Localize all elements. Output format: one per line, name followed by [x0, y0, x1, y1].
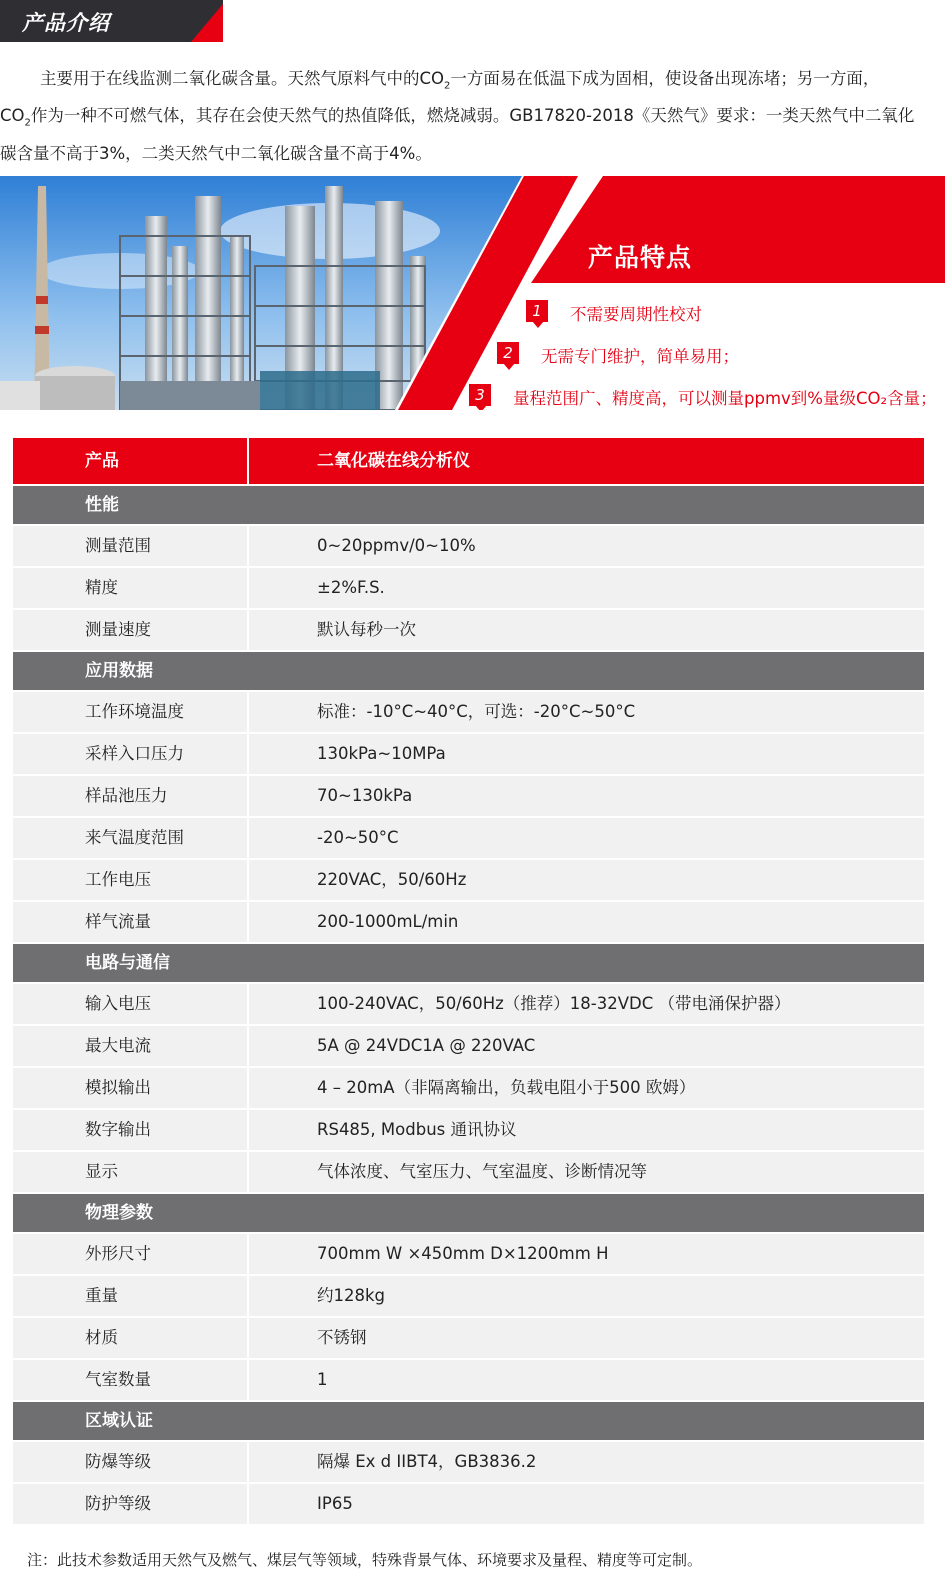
- row-label: 显示: [13, 1152, 247, 1192]
- features-banner: [0, 176, 945, 410]
- intro-title: 产品介绍: [22, 11, 110, 35]
- row-value: IP65: [249, 1484, 924, 1524]
- feature-number-badge: 3: [469, 384, 491, 410]
- section-row-certification: [13, 1402, 924, 1440]
- row-label: 防护等级: [13, 1484, 247, 1524]
- row-value: -20~50°C: [249, 818, 924, 858]
- table-row: [13, 776, 924, 816]
- table-row: [13, 568, 924, 608]
- table-row: [13, 734, 924, 774]
- section-title: 电路与通信: [13, 944, 924, 982]
- intro-header: [0, 0, 223, 42]
- feature-number-badge: 2: [497, 342, 519, 368]
- section-title: 性能: [13, 486, 924, 524]
- header-product-label: 产品: [13, 438, 247, 484]
- row-label: 材质: [13, 1318, 247, 1358]
- footnote: 注：此技术参数适用天然气及燃气、煤层气等领域，特殊背景气体、环境要求及量程、精度等可定制。: [27, 1551, 703, 1569]
- header-accent: [191, 0, 223, 42]
- row-value: 0~20ppmv/0~10%: [249, 526, 924, 566]
- table-row: [13, 1276, 924, 1316]
- table-row: [13, 860, 924, 900]
- table-row: [13, 610, 924, 650]
- row-value: 70~130kPa: [249, 776, 924, 816]
- intro-text-1b: 一方面易在低温下成为固相，使设备出现冻堵；另一方面，: [450, 69, 880, 88]
- row-value: 默认每秒一次: [249, 610, 924, 650]
- table-row: [13, 1484, 924, 1524]
- row-value: 气体浓度、气室压力、气室温度、诊断情况等: [249, 1152, 924, 1192]
- section-title: 区域认证: [13, 1402, 924, 1440]
- row-value: ±2%F.S.: [249, 568, 924, 608]
- row-label: 输入电压: [13, 984, 247, 1024]
- intro-text-1: 主要用于在线监测二氧化碳含量。天然气原料气中的CO: [40, 69, 445, 88]
- intro-text-3: 碳含量不高于3%，二类天然气中二氧化碳含量不高于4%。: [0, 143, 432, 163]
- row-label: 数字输出: [13, 1110, 247, 1150]
- intro-paragraph: [0, 64, 936, 169]
- row-label: 最大电流: [13, 1026, 247, 1066]
- row-value: 700mm W ×450mm D×1200mm H: [249, 1234, 924, 1274]
- section-row-physical: [13, 1194, 924, 1232]
- feature-text: 无需专门维护，简单易用；: [541, 347, 739, 366]
- row-value: 1: [249, 1360, 924, 1400]
- row-label: 采样入口压力: [13, 734, 247, 774]
- feature-text: 量程范围广、精度高，可以测量ppmv到%量级CO₂含量；: [513, 389, 937, 408]
- row-value: 220VAC，50/60Hz: [249, 860, 924, 900]
- table-row: [13, 902, 924, 942]
- section-row-circuit: [13, 944, 924, 982]
- feature-item: [526, 300, 702, 326]
- section-row-application: [13, 652, 924, 690]
- table-row: [13, 1068, 924, 1108]
- table-row: [13, 692, 924, 732]
- table-row: [13, 1442, 924, 1482]
- row-label: 来气温度范围: [13, 818, 247, 858]
- intro-text-2a: CO: [0, 106, 25, 126]
- intro-sub-1: 2: [444, 80, 451, 92]
- table-row: [13, 984, 924, 1024]
- section-title: 物理参数: [13, 1194, 924, 1232]
- row-label: 测量范围: [13, 526, 247, 566]
- table-row: [13, 526, 924, 566]
- row-value: 130kPa~10MPa: [249, 734, 924, 774]
- feature-text: 不需要周期性校对: [570, 305, 702, 324]
- row-value: 5A @ 24VDC1A @ 220VAC: [249, 1026, 924, 1066]
- row-label: 样气流量: [13, 902, 247, 942]
- intro-sub-2: 2: [24, 117, 31, 129]
- table-row: [13, 1026, 924, 1066]
- table-row: [13, 1318, 924, 1358]
- row-value: 不锈钢: [249, 1318, 924, 1358]
- row-value: 4 – 20mA（非隔离输出，负载电阻小于500 欧姆）: [249, 1068, 924, 1108]
- table-row: [13, 1360, 924, 1400]
- row-label: 气室数量: [13, 1360, 247, 1400]
- table-row: [13, 1234, 924, 1274]
- section-row-performance: [13, 486, 924, 524]
- feature-item: [469, 384, 937, 410]
- row-label: 工作环境温度: [13, 692, 247, 732]
- feature-item: [497, 342, 739, 368]
- row-label: 外形尺寸: [13, 1234, 247, 1274]
- row-label: 重量: [13, 1276, 247, 1316]
- table-row: [13, 1110, 924, 1150]
- section-title: 应用数据: [13, 652, 924, 690]
- row-value: 隔爆 Ex d IIBT4，GB3836.2: [249, 1442, 924, 1482]
- row-label: 精度: [13, 568, 247, 608]
- row-value: RS485, Modbus 通讯协议: [249, 1110, 924, 1150]
- row-label: 工作电压: [13, 860, 247, 900]
- feature-number-badge: 1: [526, 300, 548, 326]
- row-label: 测量速度: [13, 610, 247, 650]
- row-label: 模拟输出: [13, 1068, 247, 1108]
- table-row: [13, 818, 924, 858]
- refinery-photo: [0, 176, 945, 410]
- header-product-name: 二氧化碳在线分析仪: [249, 438, 924, 484]
- table-header-row: [13, 438, 924, 484]
- intro-text-2b: 作为一种不可燃气体，其存在会使天然气的热值降低，燃烧减弱。GB17820-2018《天然气》要求：一类天然气中二氧化: [30, 106, 915, 126]
- features-title: 产品特点: [588, 243, 693, 272]
- row-label: 防爆等级: [13, 1442, 247, 1482]
- row-value: 100-240VAC，50/60Hz（推荐）18-32VDC （带电涌保护器）: [249, 984, 924, 1024]
- row-label: 样品池压力: [13, 776, 247, 816]
- spec-table: [13, 438, 924, 1526]
- table-row: [13, 1152, 924, 1192]
- row-value: 约128kg: [249, 1276, 924, 1316]
- row-value: 200-1000mL/min: [249, 902, 924, 942]
- row-value: 标准：-10°C~40°C，可选：-20°C~50°C: [249, 692, 924, 732]
